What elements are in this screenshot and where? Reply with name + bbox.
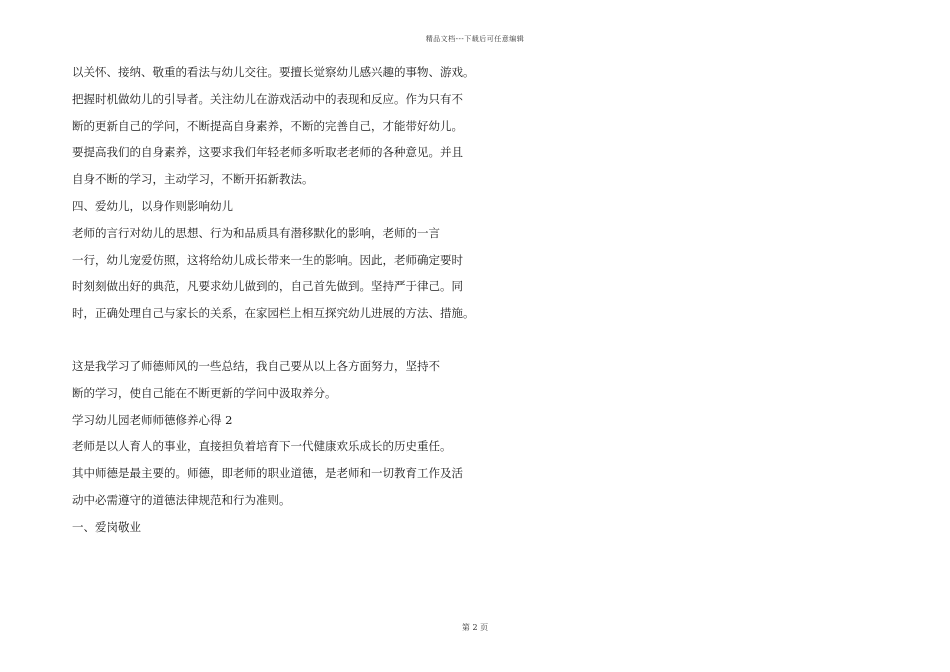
paragraph-line: 要提高我们的自身素养，这要求我们年轻老师多听取老老师的各种意见。并且 [72, 145, 463, 160]
paragraph-gap [72, 334, 482, 360]
section-heading: 一、爱岗敬业 [72, 519, 141, 534]
article-title: 学习幼儿园老师师德修养心得 2 [72, 412, 233, 427]
paragraph-line: 断的更新自己的学问，不断提高自身素养，不断的完善自己，才能带好幼儿。 [72, 118, 463, 133]
paragraph-line: 断的学习，使自己能在不断更新的学问中汲取养分。 [72, 385, 337, 400]
paragraph-line: 时，正确处理自己与家长的关系，在家园栏上相互探究幼儿进展的方法、措施。 [72, 306, 475, 321]
paragraph-line: 其中师德是最主要的。师德，即老师的职业道德，是老师和一切教育工作及活 [72, 466, 463, 481]
page-header: 精品文档---下载后可任意编辑 [425, 35, 525, 43]
paragraph-line: 时刻刻做出好的典范，凡要求幼儿做到的，自己首先做到。坚持严于律己。同 [72, 279, 463, 294]
paragraph-line: 老师的言行对幼儿的思想、行为和品质具有潜移默化的影响，老师的一言 [72, 225, 440, 240]
paragraph-line: 动中必需遵守的道德法律规范和行为准则。 [72, 492, 291, 507]
document-body [72, 66, 482, 548]
paragraph-line: 自身不断的学习，主动学习，不断开拓新教法。 [72, 172, 314, 187]
section-heading: 四、爱幼儿，以身作则影响幼儿 [72, 198, 233, 213]
paragraph-line: 老师是以人育人的事业，直接担负着培育下一代健康欢乐成长的历史重任。 [72, 439, 452, 454]
paragraph-line: 以关怀、接纳、敬重的看法与幼儿交往。要擅长觉察幼儿感兴趣的事物、游戏。 [72, 65, 475, 79]
paragraph-line: 把握时机做幼儿的引导者。关注幼儿在游戏活动中的表现和反应。作为只有不 [72, 91, 463, 106]
page-number: 第 2 页 [461, 623, 489, 632]
paragraph-line: 一行，幼儿宠爱仿照，这将给幼儿成长带来一生的影响。因此，老师确定要时 [72, 252, 463, 267]
paragraph-line: 这是我学习了师德师风的一些总结，我自己要从以上各方面努力，坚持不 [72, 358, 440, 373]
